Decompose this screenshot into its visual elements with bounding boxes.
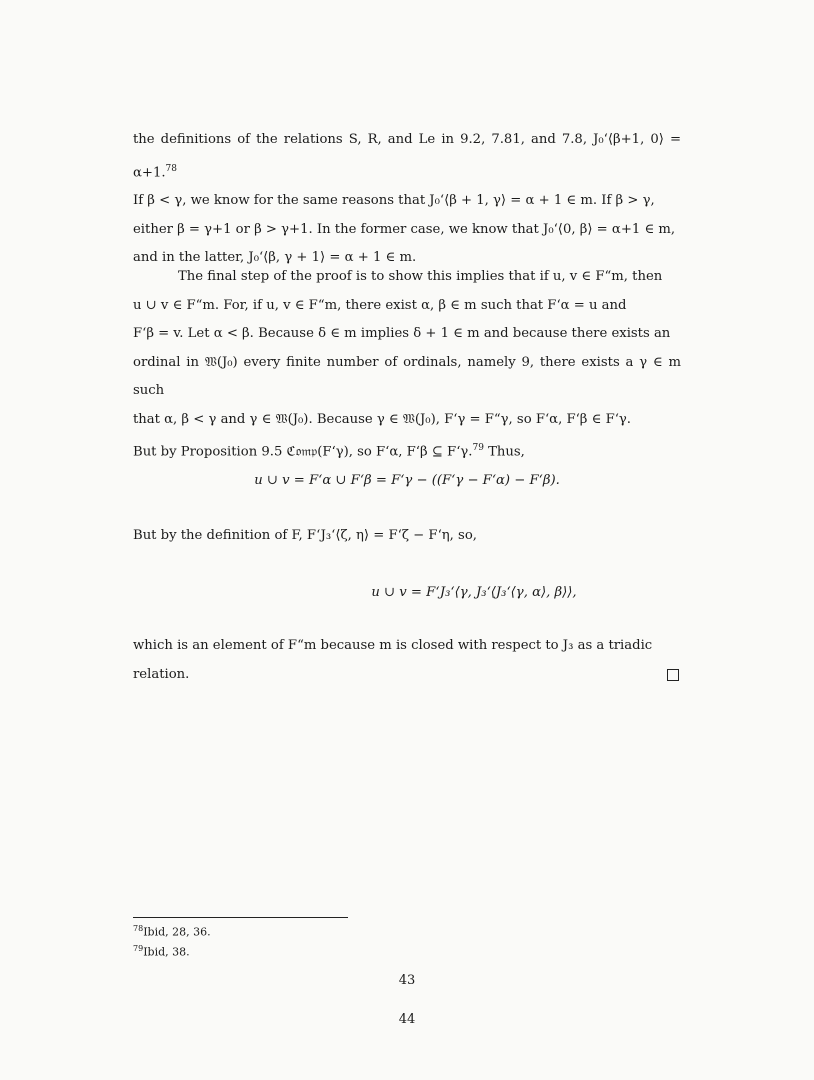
qed-box-icon [667, 669, 679, 681]
p2-line-3: F‘β = v. Let α < β. Because δ ∈ m implies δ + 1 ∈ m and because there exists an [133, 326, 671, 341]
paragraph-1 [133, 126, 681, 273]
closing-line-2: relation. [133, 661, 681, 690]
p2-line-1: The final step of the proof is to show this implies that if u, v ∈ F“m, then [178, 269, 663, 284]
p1-line-4: and in the latter, J₀‘⟨β, γ + 1⟩ = α + 1 ∈ m. [133, 250, 417, 266]
footnote-ref-79: 79 [472, 443, 484, 453]
equation-1: u ∪ v = F‘α ∪ F‘β = F‘γ − ((F‘γ − F‘α) − F‘β). [254, 473, 560, 488]
footnote-78: $^{78}$Ibid, 28, 36. [133, 924, 211, 939]
p2-line-6: But by Proposition 9.5 ℭ𝔬𝔪𝔭(F‘γ), so F‘α, F‘β ⊆ F‘γ.$^{79}$ Thus, [133, 443, 525, 460]
p1-line-1: the definitions of the relations S, R, and Le in 9.2, 7.81, and 7.8, J₀‘⟨β+1, 0⟩ = α+1.78 [133, 132, 681, 180]
paragraph-2 [133, 263, 681, 467]
p2-line-4: ordinal in 𝔚(J₀) every finite number of ordinals, namely 9, there exists a γ ∈ m such [133, 354, 681, 398]
page-number-44: 44 [398, 1012, 416, 1027]
footnote-79: $^{79}$Ibid, 38. [133, 943, 190, 959]
closing-line-1: which is an element of F“m because m is closed with respect to J₃ as a triadic [133, 638, 653, 653]
closing-paragraph [133, 632, 681, 689]
footnote-rule [133, 917, 348, 918]
footnotes [133, 921, 211, 960]
page-number-43: 43 [398, 973, 416, 988]
line-between: But by the definition of F, F‘J₃‘⟨ζ, η⟩ = F‘ζ − F‘η, so, [133, 528, 477, 543]
equation-2: u ∪ v = F‘J₃‘⟨γ, J₃‘⟨J₃‘⟨γ, α⟩, β⟩⟩, [371, 585, 577, 600]
p1-line-2: If β < γ, we know for the same reasons that J₀‘⟨β + 1, γ⟩ = α + 1 ∈ m. If β > γ, [133, 193, 655, 209]
p2-line-5: that α, β < γ and γ ∈ 𝔚(J₀). Because γ ∈ 𝔚(J₀), F‘γ = F“γ, so F‘α, F‘β ∈ F‘γ. [133, 411, 631, 427]
p2-line-2: u ∪ v ∈ F“m. For, if u, v ∈ F“m, there exist α, β ∈ m such that F‘α = u and [133, 297, 627, 313]
footnote-ref-78: 78 [165, 163, 177, 174]
p1-line-3: either β = γ+1 or β > γ+1. In the former case, we know that J₀‘⟨0, β⟩ = α+1 ∈ m, [133, 221, 676, 237]
